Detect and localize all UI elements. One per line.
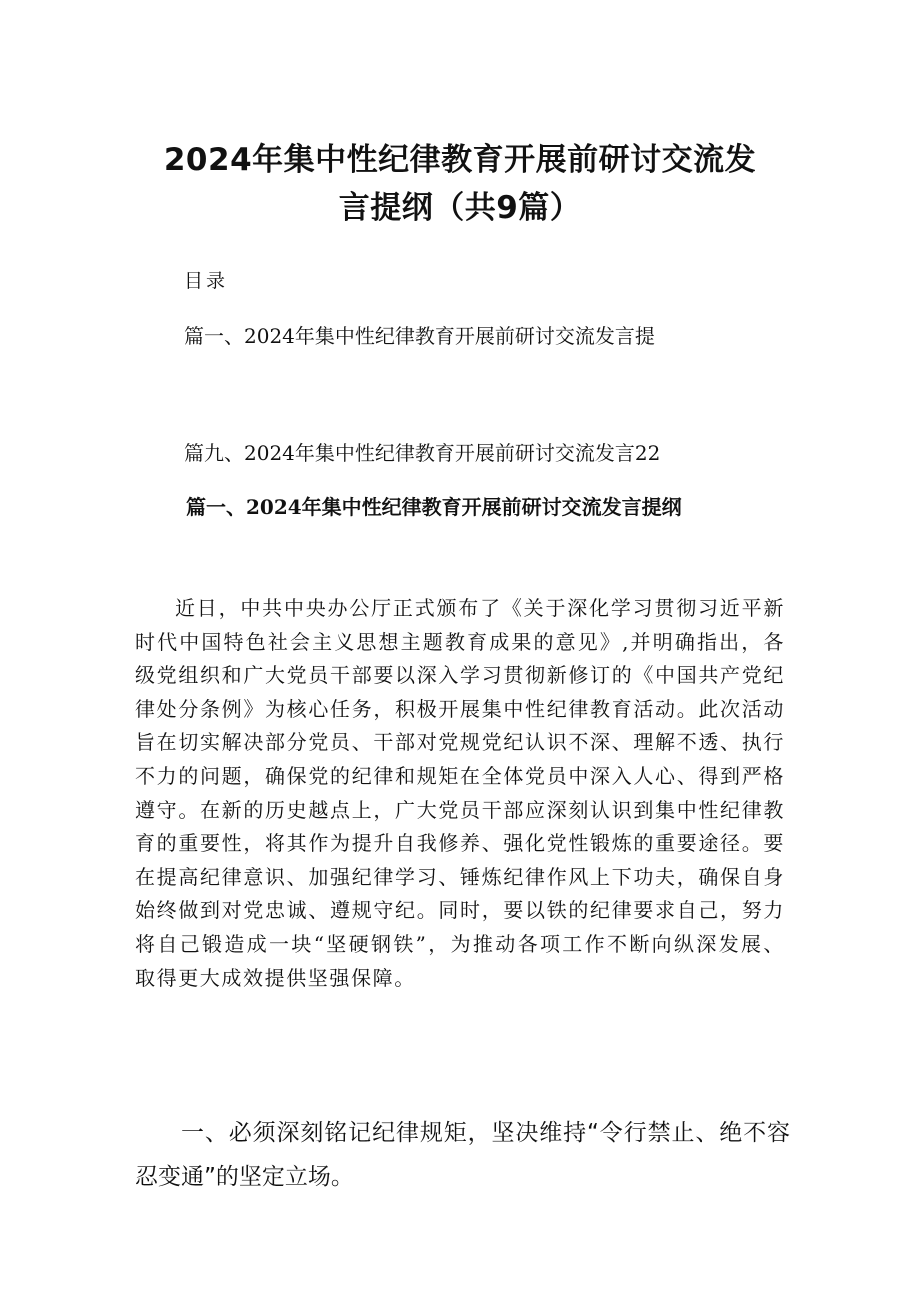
document-title-line-1: 2024年集中性纪律教育开展前研讨交流发 bbox=[163, 142, 757, 178]
document-title-line-2: 言提纲（共9篇） bbox=[338, 190, 582, 226]
toc-item[interactable]: 篇九、2024年集中性纪律教育开展前研讨交流发言22 bbox=[184, 441, 661, 465]
toc-item[interactable]: 篇一、2024年集中性纪律教育开展前研讨交流发言提 bbox=[184, 324, 655, 348]
body-paragraph: 近日，中共中央办公厅正式颁布了《关于深化学习贯彻习近平新时代中国特色社会主义思想主题教育成果的意见》,并明确指出，各级党组织和广大党员干部要以深入学习贯彻新修订的《中国共产党纪律处分条例》为核心任务，积极开展集中性纪律教育活动。此次活动旨在切实解决部分党员、干部对党规党纪认识不深、理解不透、执行不力的问题，确保党的纪律和规矩在全体党员中深入人心、得到严格遵守。在新的历史越点上，广大党员干部应深刻认识到集中性纪律教育的重要性，将其作为提升自我修养、强化党性锻炼的重要途径。要在提高纪律意识、加强纪律学习、锤炼纪律作风上下功夫，确保自身始终做到对党忠诚、遵规守纪。同时，要以铁的纪律要求自己，努力将自己锻造成一块“坚硬钢铁”，为推动各项工作不断向纵深发展、取得更大成效提供坚强保障。 bbox=[135, 596, 785, 990]
toc-heading: 目录 bbox=[184, 270, 229, 292]
sub-heading: 一、必须深刻铭记纪律规矩，坚决维持“令行禁止、绝不容忍变通”的坚定立场。 bbox=[135, 1120, 790, 1190]
section-title: 篇一、2024年集中性纪律教育开展前研讨交流发言提纲 bbox=[186, 495, 682, 519]
